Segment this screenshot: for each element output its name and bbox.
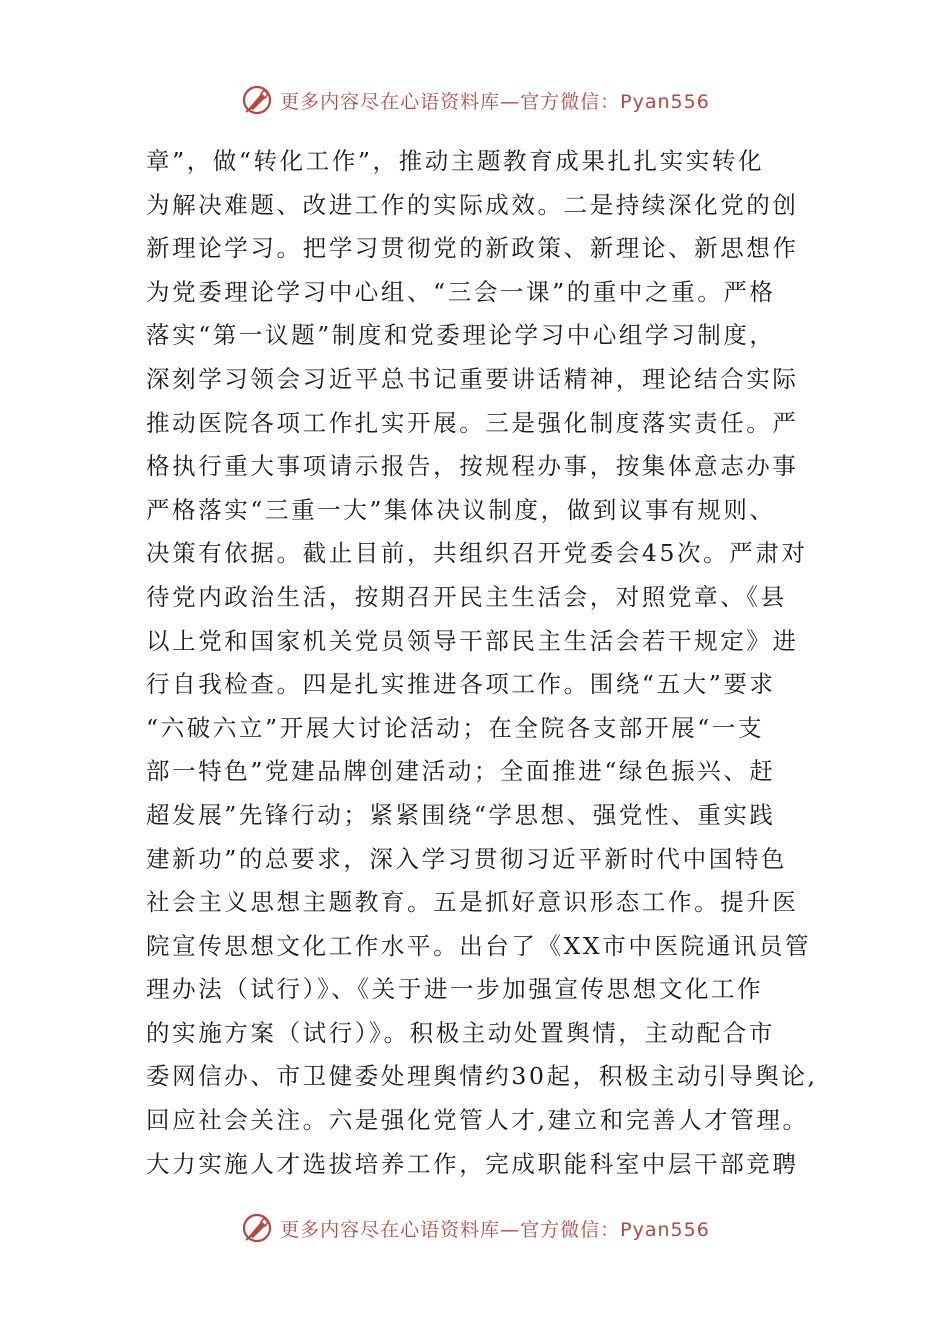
footer-banner-text: 更多内容尽在心语资料库—官方微信：Pyan556 xyxy=(280,1218,710,1241)
text-line: 严格落实“三重一大”集体决议制度，做到议事有规则、 xyxy=(146,495,776,524)
text-line: 为解决难题、改进工作的实际成效。二是持续深化党的创 xyxy=(146,190,799,219)
text-line: 社会主义思想主题教育。五是抓好意识形态工作。提升医 xyxy=(146,888,799,917)
text-line: 大力实施人才选拔培养工作，完成职能科室中层干部竞聘 xyxy=(146,1149,799,1178)
text-line: 超发展”先锋行动；紧紧围绕“学思想、强党性、重实践 xyxy=(146,800,776,829)
text-line: 院宣传思想文化工作水平。出台了《XX市中医院通讯员管 xyxy=(146,931,812,960)
pen-nib-logo-icon xyxy=(240,1211,274,1245)
text-line: 为党委理论学习中心组、“三会一课”的重中之重。严格 xyxy=(146,277,776,306)
text-line: 推动医院各项工作扎实开展。三是强化制度落实责任。严 xyxy=(146,408,799,437)
text-line: “六破六立”开展大讨论活动；在全院各支部开展“一支 xyxy=(146,713,765,742)
text-line: 新理论学习。把学习贯彻党的新政策、新理论、新思想作 xyxy=(146,234,799,263)
text-line: 的实施方案（试行）》。积极主动处置舆情，主动配合市 xyxy=(146,1018,775,1047)
text-line: 章”，做“转化工作”，推动主题教育成果扎扎实实转化 xyxy=(146,147,765,175)
text-line: 建新功”的总要求，深入学习贯彻习近平新时代中国特色 xyxy=(146,844,788,873)
header-banner-text: 更多内容尽在心语资料库—官方微信：Pyan556 xyxy=(280,90,710,113)
text-line: 以上党和国家机关党员领导干部民主生活会若干规定》进 xyxy=(146,626,799,655)
text-line: 行自我检查。四是扎实推进各项工作。围绕“五大”要求 xyxy=(146,670,776,699)
pen-nib-logo-icon xyxy=(240,83,274,117)
text-line: 部一特色”党建品牌创建活动；全面推进“绿色振兴、赶 xyxy=(146,757,776,786)
text-line: 理办法（试行）》、《关于进一步加强宣传思想文化工作 xyxy=(146,975,764,1004)
text-line: 委网信办、市卫健委处理舆情约30起，积极主动引导舆论, xyxy=(146,1062,818,1091)
text-line: 格执行重大事项请示报告，按规程办事，按集体意志办事 xyxy=(146,452,799,481)
footer-banner xyxy=(0,1208,950,1248)
text-line: 落实“第一议题”制度和党委理论学习中心组学习制度， xyxy=(146,321,776,350)
text-line: 深刻学习领会习近平总书记重要讲话精神，理论结合实际 xyxy=(146,364,799,393)
header-banner xyxy=(0,80,950,120)
text-line: 决策有依据。截止目前，共组织召开党委会45次。严肃对 xyxy=(146,539,808,568)
text-line: 回应社会关注。六是强化党管人才,建立和完善人才管理。 xyxy=(146,1106,809,1135)
document-body xyxy=(146,140,818,1186)
text-line: 待党内政治生活，按期召开民主生活会，对照党章、《县 xyxy=(146,582,787,611)
